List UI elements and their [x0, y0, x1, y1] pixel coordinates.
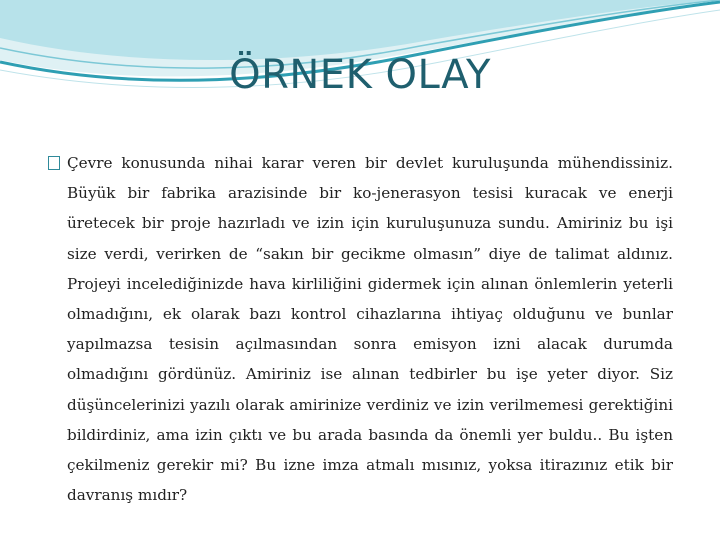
slide-title: ÖRNEK OLAY [229, 52, 491, 98]
square-bullet-icon [48, 156, 60, 170]
body-paragraph: Çevre konusunda nihai karar veren bir devlet kuruluşunda mühendissiniz. Büyük bir fabrika arazisinde bir ko-jenerasyon tesisi kuracak ve enerji üretecek bir proje hazırladı ve izin için kuruluşunuza sundu. Amiriniz bu işi size verdi, verirken de “sakın bir gecikme olmasın” diye de talimat aldınız. Projeyi incelediğinizde hava kirliliğini gidermek için alınan önlemlerin yeterli olmadığını, ek olarak bazı kontrol cihazlarına ihtiyaç olduğunu ve bunlar yapılmazsa tesisin açılmasından sonra emisyon izni alacak durumda olmadığını gördünüz. Amiriniz ise alınan tedbirler bu işe yeter diyor. Siz düşüncelerinizi yazılı olarak amirinize verdiniz ve izin verilmemesi gerektiğini bildirdiniz, ama izin çıktı ve bu arada basında da önemli yer buldu.. Bu işten çekilmeniz gerekir mi? Bu izne imza atmalı mısınız, yoksa itirazınız etik bir davranış mıdır? [67, 154, 673, 505]
slide-body [48, 148, 673, 510]
